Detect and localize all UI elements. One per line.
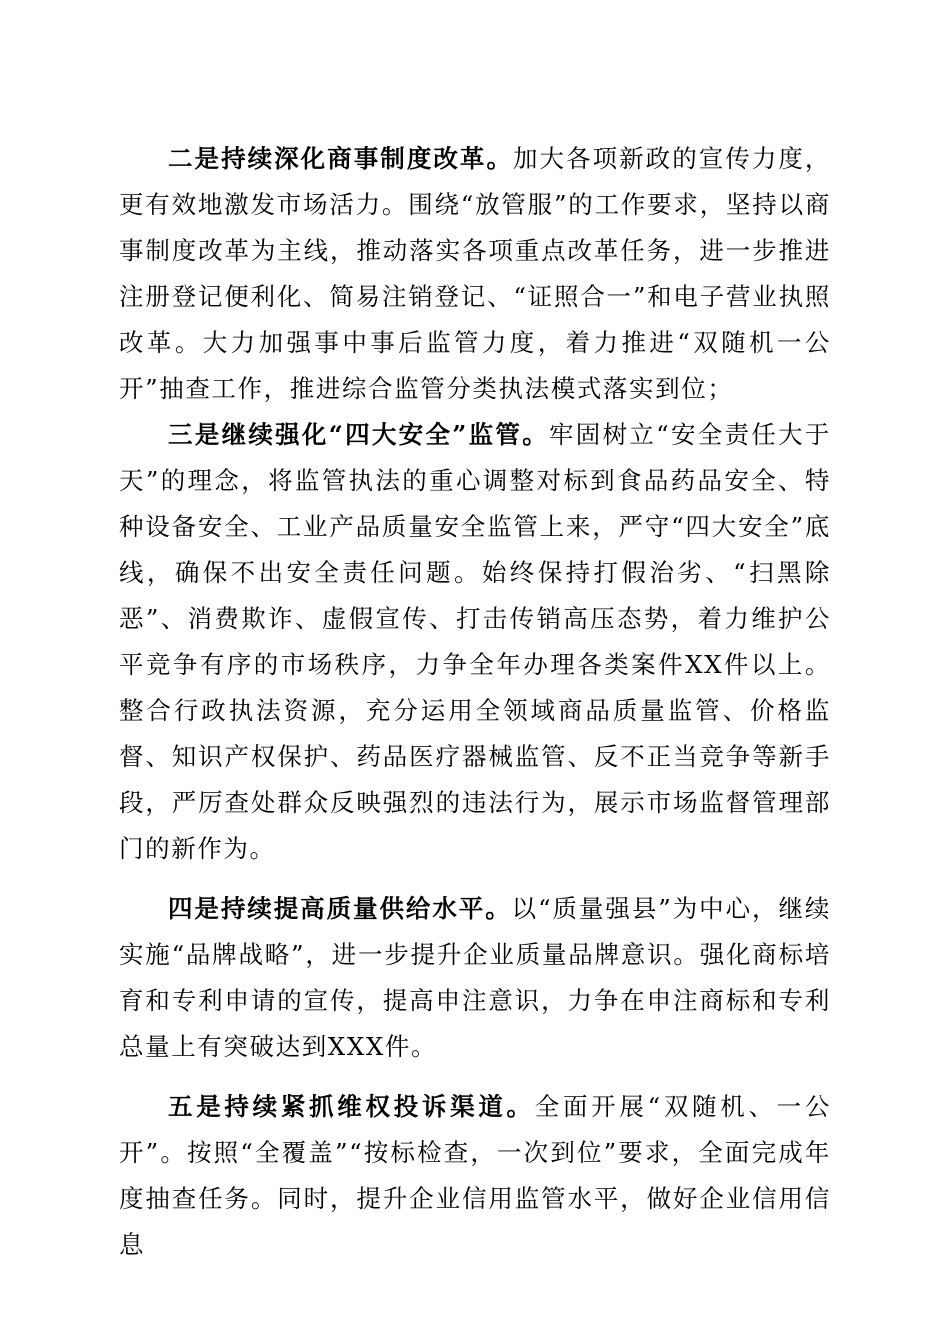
paragraph-heading: 四是持续提高质量供给水平。	[168, 894, 512, 923]
document-body	[119, 136, 831, 1268]
paragraph-text: 牢固树立“安全责任大于天”的理念，将监管执法的重心调整对标到食品药品安全、特种设备安全、工业产品质量安全监管上来，严守“四大安全”底线，确保不出安全责任问题。始终保持打假治劣、“扫黑除恶”、消费欺诈、虚假宣传、打击传销高压态势，着力维护公平竞争有序的市场秩序，力争全年办理各类案件XX件以上。整合行政执法资源，充分运用全领域商品质量监管、价格监督、知识产权保护、药品医疗器械监管、反不正当竞争等新手段，严厉查处群众反映强烈的违法行为，展示市场监督管理部门的新作为。	[119, 420, 831, 863]
paragraph-text: 以“质量强县”为中心，继续实施“品牌战略”，进一步提升企业质量品牌意识。强化商标培育和专利申请的宣传，提高申注意识，力争在申注商标和专利总量上有突破达到XXX件。	[119, 894, 831, 1061]
paragraph-text: 全面开展“双随机、一公开”。按照“全覆盖”“按标检查，一次到位”要求，全面完成年度抽查任务。同时，提升企业信用监管水平，做好企业信用信息	[119, 1092, 831, 1259]
paragraph-heading: 三是继续强化“四大安全”监管。	[168, 420, 549, 449]
paragraph-heading: 二是持续深化商事制度改革。	[168, 144, 513, 173]
paragraph-rights-complaints	[119, 1084, 831, 1268]
paragraph-text: 加大各项新政的宣传力度，更有效地激发市场活力。围绕“放管服”的工作要求，坚持以商事制度改革为主线，推动落实各项重点改革任务，进一步推进注册登记便利化、简易注销登记、“证照合一”和电子营业执照改革。大力加强事中事后监管力度，着力推进“双随机一公开”抽查工作，推进综合监管分类执法模式落实到位；	[119, 144, 831, 403]
paragraph-heading: 五是持续紧抓维权投诉渠道。	[168, 1092, 535, 1121]
paragraph-quality-supply	[119, 886, 831, 1070]
paragraph-business-reform	[119, 136, 831, 412]
paragraph-four-safety	[119, 412, 831, 872]
